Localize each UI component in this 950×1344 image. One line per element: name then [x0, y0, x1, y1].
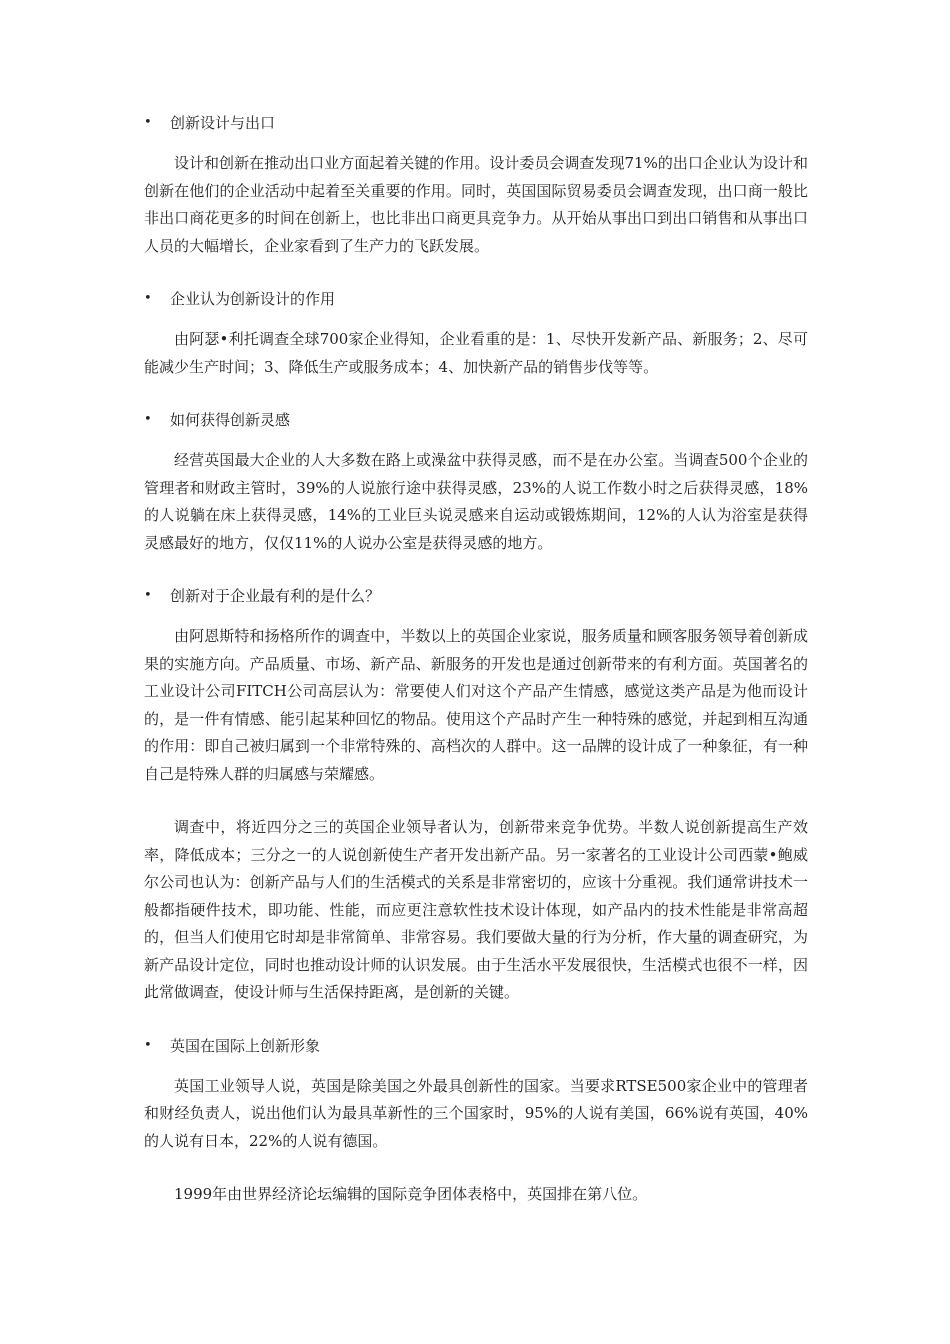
bullet-icon: •	[144, 115, 152, 130]
paragraph: 1999年由世界经济论坛编辑的国际竞争团体表格中，英国排在第八位。	[174, 1185, 648, 1203]
section-heading-5	[144, 1033, 808, 1059]
document-page	[144, 110, 808, 1209]
bullet-icon: •	[144, 588, 152, 603]
paragraph: 调查中，将近四分之三的英国企业领导者认为，创新带来竞争优势。半数人说创新提高生产效率，降低成本；三分之一的人说创新使生产者开发出新产品。另一家著名的工业设计公司西蒙•鲍威尔公司也认为：创新产品与人们的生活模式的关系是非常密切的，应该十分重视。我们通常讲技术一般都指硬件技术，即功能、性能，而应更注意软性技术设计体现，如产品内的技术性能是非常高超的，但当人们使用它时却是非常简单、非常容易。我们要做大量的行为分析，作大量的调查研究，为新产品设计定位，同时也推动设计师的认识发展。由于生活水平发展很快，生活模式也很不一样，因此常做调查，使设计师与生活保持距离，是创新的关键。	[144, 818, 808, 1001]
paragraph: 英国工业领导人说，英国是除美国之外最具创新性的国家。当要求RTSE500家企业中的管理者和财经负责人，说出他们认为最具革新性的三个国家时，95%的人说有美国，66%说有英国，40%的人说有日本，22%的人说有德国。	[144, 1076, 808, 1150]
paragraph: 由阿恩斯特和扬格所作的调查中，半数以上的英国企业家说，服务质量和顾客服务领导着创新成果的实施方向。产品质量、市场、新产品、新服务的开发也是通过创新带来的有利方面。英国著名的工业设计公司FITCH公司高层认为：常要使人们对这个产品产生情感，感觉这类产品是为他而设计的，是一件有情感、能引起某种回忆的物品。使用这个产品时产生一种特殊的感觉，并起到相互沟通的作用：即自己被归属到一个非常特殊的、高档次的人群中。这一品牌的设计成了一种象征，有一种自己是特殊人群的归属感与荣耀感。	[144, 627, 808, 783]
heading-text: 企业认为创新设计的作用	[170, 290, 336, 308]
section-heading-1	[144, 110, 808, 136]
paragraph: 由阿瑟•利托调查全球700家企业得知，企业看重的是：1、尽快开发新产品、新服务；2、尽可能减少生产时间；3、降低生产或服务成本；4、加快新产品的销售步伐等等。	[144, 330, 808, 376]
paragraph: 设计和创新在推动出口业方面起着关键的作用。设计委员会调查发现71%的出口企业认为设计和创新在他们的企业活动中起着至关重要的作用。同时，英国国际贸易委员会调查发现，出口商一般比非出口商花更多的时间在创新上，也比非出口商更具竞争力。从开始从事出口到出口销售和从事出口人员的大幅增长，企业家看到了生产力的飞跃发展。	[144, 154, 808, 255]
bullet-icon: •	[144, 1037, 152, 1053]
section-heading-3	[144, 407, 808, 433]
heading-text: 如何获得创新灵感	[170, 411, 291, 429]
bullet-icon: •	[144, 291, 152, 306]
heading-text: 创新设计与出口	[170, 114, 276, 132]
section-heading-2	[144, 286, 808, 312]
heading-text: 英国在国际上创新形象	[170, 1036, 321, 1055]
section-heading-4	[144, 583, 808, 609]
paragraph: 经营英国最大企业的人大多数在路上或澡盆中获得灵感，而不是在办公室。当调查500个企业的管理者和财政主管时，39%的人说旅行途中获得灵感，23%的人说工作数小时之后获得灵感，18%的人说躺在床上获得灵感，14%的工业巨头说灵感来自运动或锻炼期间，12%的人认为浴室是获得灵感最好的地方，仅仅11%的人说办公室是获得灵感的地方。	[144, 451, 808, 552]
heading-text: 创新对于企业最有利的是什么？	[170, 587, 381, 605]
bullet-icon: •	[144, 412, 152, 427]
